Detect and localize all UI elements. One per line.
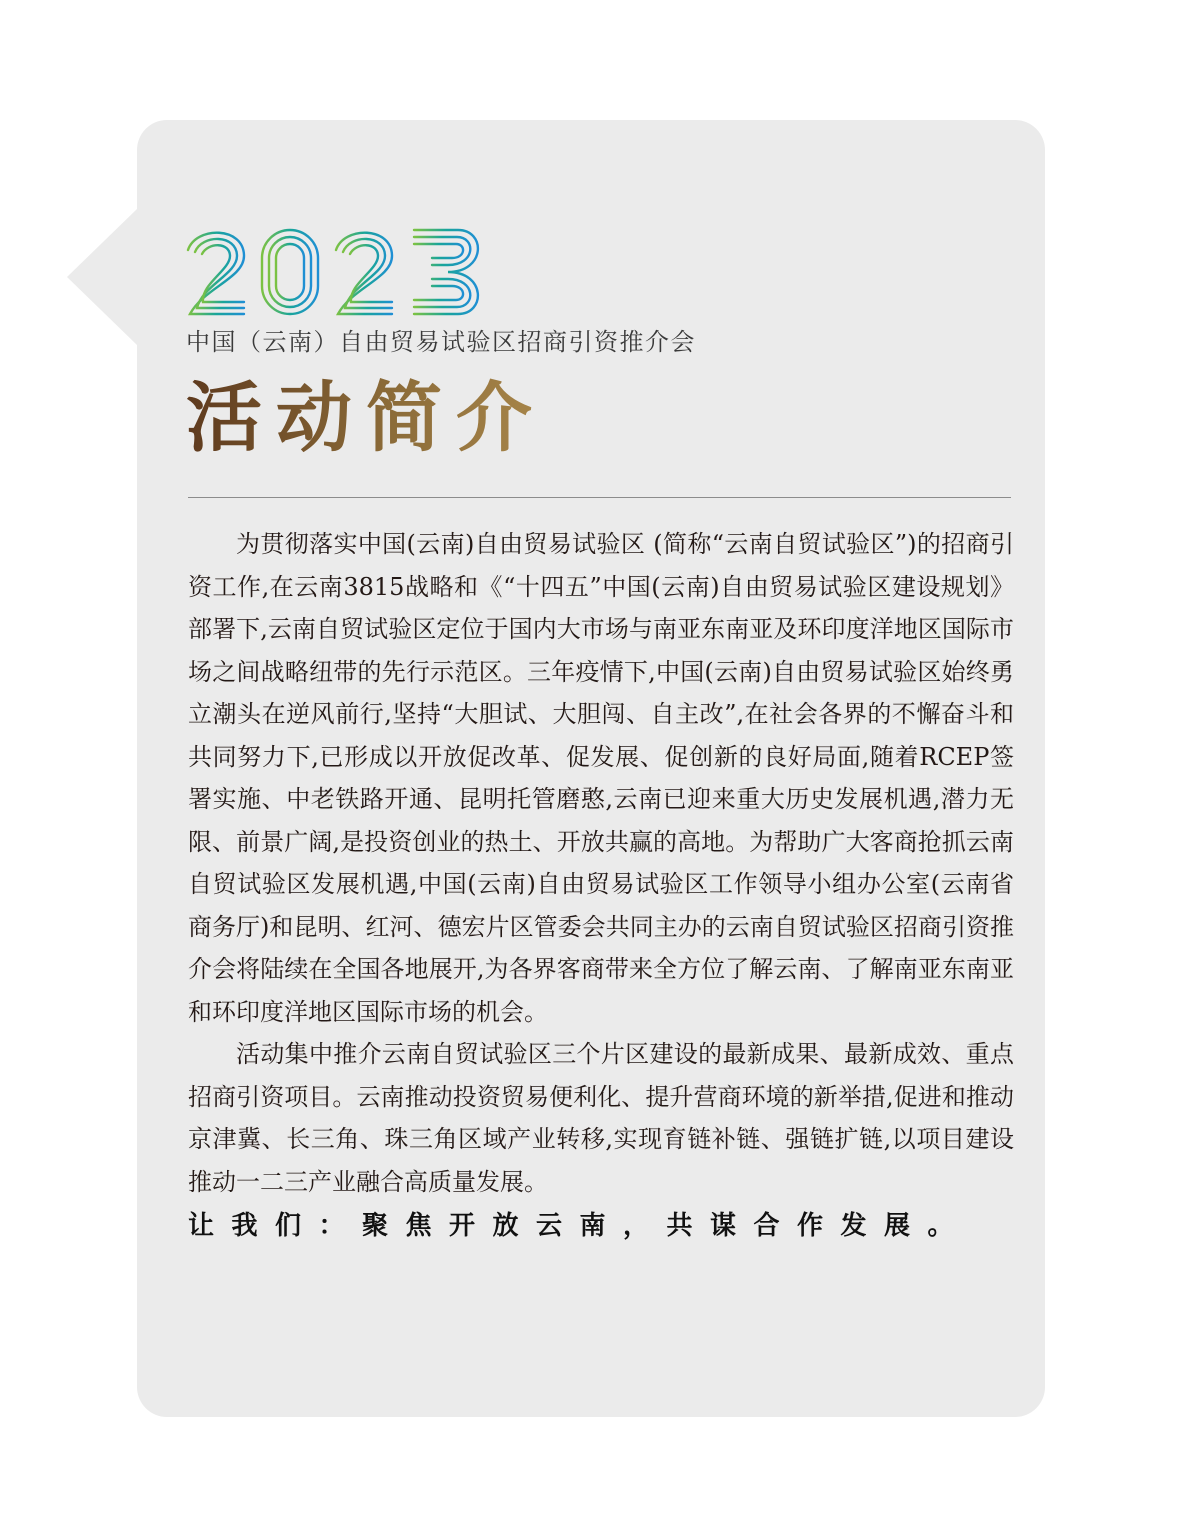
intro-body (188, 523, 1014, 1249)
year-2023-logo (186, 228, 486, 316)
section-divider (188, 497, 1011, 498)
intro-paragraph: 为贯彻落实中国(云南)自由贸易试验区 (简称“云南自贸试验区”)的招商引资工作,在云南3815战略和《“十四五”中国(云南)自由贸易试验区建设规划》部署下,云南自贸试验区定位于国内大市场与南亚东南亚及环印度洋地区国际市场之间战略纽带的先行示范区。三年疫情下,中国(云南)自由贸易试验区始终勇立潮头在逆风前行,坚持“大胆试、大胆闯、自主改”,在社会各界的不懈奋斗和共同努力下,已形成以开放促改革、促发展、促创新的良好局面,随着RCEP签署实施、中老铁路开通、昆明托管磨憨,云南已迎来重大历史发展机遇,潜力无限、前景广阔,是投资创业的热土、开放共赢的高地。为帮助广大客商抢抓云南自贸试验区发展机遇,中国(云南)自由贸易试验区工作领导小组办公室(云南省商务厅)和昆明、红河、德宏片区管委会共同主办的云南自贸试验区招商引资推介会将陆续在全国各地展开,为各界客商带来全方位了解云南、了解南亚东南亚和环印度洋地区国际市场的机会。 (188, 530, 1014, 1026)
intro-paragraph: 活动集中推介云南自贸试验区三个片区建设的最新成果、最新成效、重点招商引资项目。云南推动投资贸易便利化、提升营商环境的新举措,促进和推动京津冀、长三角、珠三角区域产业转移,实现育链补链、强链扩链,以项目建设推动一二三产业融合高质量发展。 (188, 1040, 1014, 1196)
event-subtitle: 中国（云南）自由贸易试验区招商引资推介会 (186, 328, 696, 356)
page-title (184, 370, 564, 460)
page-title-text: 活动简介 (186, 373, 546, 460)
slogan: 让我们：聚焦开放云南，共谋合作发展。 (188, 1211, 972, 1241)
card-pointer-tab (67, 208, 138, 346)
